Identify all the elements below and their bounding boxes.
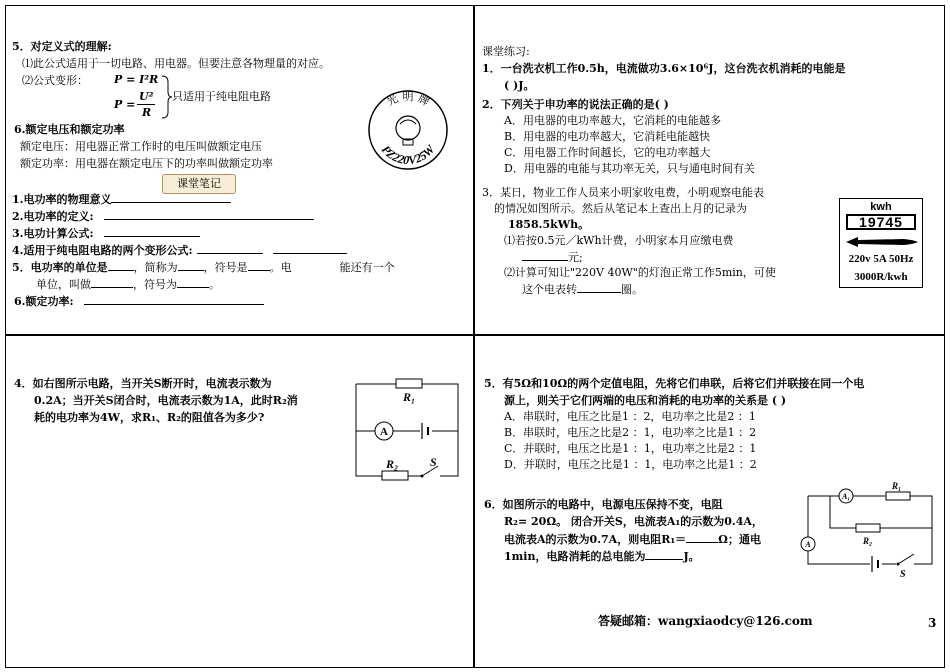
p5-option-a: A．串联时，电压之比是1 ：2，电功率之比是2 ：1 — [504, 410, 756, 423]
fraction-bar — [137, 104, 155, 105]
switch-label: S — [430, 455, 437, 469]
p2-option-c: C．用电器工作时间越长，它的电功率越大 — [504, 146, 711, 159]
p2-option-a: A．用电器的电功率越大，它消耗的电能越多 — [504, 114, 721, 127]
question-2: 2.电功率的定义: — [12, 209, 314, 223]
p6-line1: 6．如图所示的电路中，电源电压保持不变，电阻 — [484, 498, 723, 511]
bulb-rating-text: PZ220V25W — [378, 142, 438, 168]
meter-unit: kwh — [870, 201, 892, 213]
p2-option-b: B．用电器的电功率越大，它消耗电能越快 — [504, 130, 711, 143]
class-notes-label: 课堂笔记 — [162, 174, 236, 194]
p3-part1-answer: 元; — [522, 250, 583, 264]
question-3: 3.电功计算公式: — [12, 226, 200, 240]
p2-stem: 2．下列关于申功率的说法正确的是( ) — [482, 98, 669, 111]
meter-dial-icon — [846, 235, 918, 249]
curly-brace — [160, 74, 172, 120]
r2-label: R₂ — [386, 457, 399, 471]
resistor-r2-6 — [856, 524, 880, 532]
switch-pivot-6 — [897, 563, 900, 566]
p1-line1: 1．一台洗衣机工作0.5h，电流做功3.6×10⁶J，这台洗衣机消耗的电能是 — [482, 62, 846, 75]
s-label-6: S — [900, 569, 906, 580]
p5-line2: 源上，则关于它们两端的电压和消耗的电功率的关系是 ( ) — [504, 394, 787, 407]
circuit-diagram-4 — [348, 376, 466, 488]
resistor-r1-6 — [886, 492, 910, 500]
p3-part2-answer: 这个电表转 圈。 — [522, 283, 643, 296]
a1-label: A₁ — [841, 492, 851, 501]
switch-pivot — [421, 475, 424, 478]
p2-option-d: D．用电器的电能与其功率无关，只与通电时间有关 — [504, 162, 755, 175]
r1-label-6: R₁ — [892, 482, 902, 491]
p1-line2: ( )J。 — [504, 79, 535, 92]
p3-line3: 1858.5kWh。 — [508, 218, 590, 231]
contact-email: 答疑邮箱：wangxiaodcy@126.com — [598, 614, 813, 628]
a-label: A — [805, 540, 811, 549]
p4-line1: 4．如右图所示电路，当开关S断开时，电流表示数为 — [14, 377, 272, 390]
resistor-r2 — [382, 471, 408, 480]
electric-meter — [839, 198, 923, 288]
item5-sub2-label: ⑵公式变形： — [22, 74, 88, 87]
p6-line3: 电流表A的示数为0.7A，则电阻R₁＝ Ω；通电 — [504, 533, 761, 546]
ammeter-label: A — [380, 426, 388, 438]
meter-revolutions: 3000R/kwh — [854, 271, 908, 283]
bulb-brand-text: 光 明 牌 — [384, 90, 432, 109]
formula-p-u2r-num: U² — [139, 90, 154, 103]
p4-line3: 耗的电功率为4W，求R₁、R₂的阻值各为多少? — [34, 411, 265, 424]
question-1: 1.电功率的物理意义 — [12, 192, 231, 206]
p5-option-b: B．串联时，电压之比是2 ：1，电功率之比是1 ：2 — [504, 426, 757, 439]
meter-spec: 220v 5A 50Hz — [848, 253, 914, 265]
formula-p-u2r-lhs: P = — [114, 98, 136, 111]
svg-text:光 明 牌 — [384, 90, 432, 109]
formula-p-u2r-den: R — [142, 106, 152, 119]
p5-option-d: D．并联时，电压之比是1 ：1，电功率之比是1 ：2 — [504, 458, 757, 471]
p6-line2: R₂= 20Ω。 闭合开关S，电流表A₁的示数为0.4A， — [504, 515, 763, 528]
r1-label: R₁ — [403, 390, 416, 404]
p3-part2: ⑵计算可知让"220V 40W"的灯泡正常工作5min，可使 — [504, 266, 776, 279]
p6-line4: 1min，电路消耗的总电能为 J。 — [504, 550, 700, 563]
bulb-nameplate — [366, 88, 450, 172]
page-number: 3 — [928, 616, 937, 630]
meter-reading: 19745 — [846, 214, 916, 230]
p5-option-c: C．并联时，电压之比是1 ：1，电功率之比是2 ：1 — [504, 442, 757, 455]
resistor-r1 — [396, 379, 422, 388]
item5-sub1: ⑴此公式适用于一切电路、用电器。但要注意各物理量的对应。 — [22, 57, 330, 70]
question-5-line1: 5．电功率的单位是 ，简称为 ，符号是 。电 能还有一个 — [12, 261, 395, 274]
p3-part1: ⑴若按0.5元／kWh计费，小明家本月应缴电费 — [504, 234, 734, 247]
practice-heading: 课堂练习: — [482, 45, 530, 58]
circuit-diagram-6 — [800, 482, 940, 580]
r2-label-6: R₂ — [863, 536, 873, 546]
brace-note: 只适用于纯电阻电路 — [172, 90, 271, 103]
question-6: 6.额定功率: — [14, 294, 264, 308]
p5-line1: 5．有5Ω和10Ω的两个定值电阻，先将它们串联，后将它们并联接在同一个电 — [484, 377, 865, 390]
p4-line2: 0.2A；当开关S闭合时，电流表示数为1A，此时R₂消 — [34, 394, 298, 407]
p3-line1: 3．某日，物业工作人员来小明家收电费，小明观察电能表 — [482, 186, 764, 199]
question-5-line2: 单位，叫做 ，符号为 。 — [36, 278, 220, 291]
item5-title: 5．对定义式的理解: — [12, 40, 112, 53]
rated-voltage: 额定电压：用电器正常工作时的电压叫做额定电压 — [20, 140, 262, 153]
p3-line2: 的情况如图所示。然后从笔记本上查出上月的记录为 — [494, 202, 747, 215]
item6-title: 6.额定电压和额定功率 — [14, 123, 125, 136]
rated-power: 额定功率：用电器在额定电压下的功率叫做额定功率 — [20, 157, 273, 170]
question-4: 4.适用于纯电阻电路的两个变形公式: — [12, 243, 347, 257]
formula-p-i2r: P = I²R — [114, 73, 159, 86]
